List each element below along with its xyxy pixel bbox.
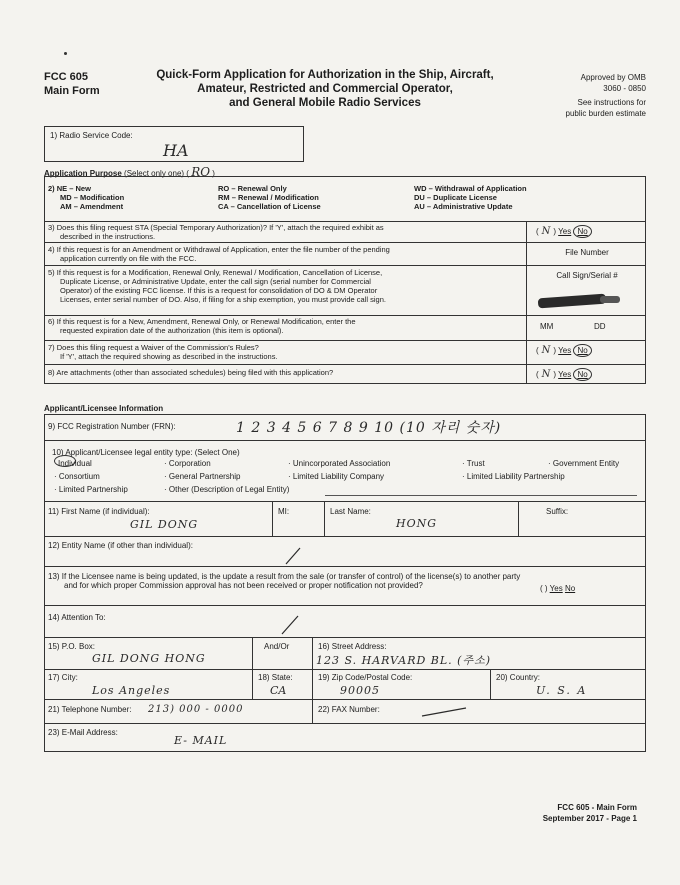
q6-expiration-question bbox=[48, 317, 518, 335]
form-number: FCC 605 bbox=[44, 71, 89, 83]
q13-answer[interactable] bbox=[540, 584, 575, 593]
entity-general-partnership-label: General Partnership bbox=[168, 472, 241, 481]
radio-service-code-value[interactable]: HA bbox=[163, 141, 189, 160]
form-title bbox=[120, 68, 530, 110]
q3-yes[interactable]: Yes bbox=[558, 227, 572, 236]
entity-consortium-label: Consortium bbox=[58, 472, 100, 481]
po-box-value[interactable]: GIL DONG HONG bbox=[92, 652, 206, 665]
entity-llp[interactable]: · Limited Liability Partnership bbox=[462, 472, 565, 481]
email-value[interactable]: E- MAIL bbox=[174, 734, 228, 747]
last-name-value[interactable]: HONG bbox=[396, 517, 438, 530]
omb-approval: Approved by OMB bbox=[580, 73, 646, 82]
telephone-label: 21) Telephone Number: bbox=[48, 705, 132, 714]
code-rm: RM – Renewal / Modification bbox=[218, 193, 319, 202]
q6-text-2: requested expiration date of the authorization (this item is optional). bbox=[60, 326, 284, 335]
frn-value[interactable]: 1 2 3 4 5 6 7 8 9 10 (10 자리 숫자) bbox=[236, 420, 502, 436]
entity-other[interactable]: · Other (Description of Legal Entity) bbox=[164, 485, 290, 494]
q7-no-circled[interactable]: No bbox=[573, 344, 591, 357]
form-id bbox=[44, 70, 100, 98]
q5-call-sign-question bbox=[48, 268, 522, 304]
q5-text-4: Licenses, enter serial number of DO. Also, if filing for a ship exemption, you must provide call sign. bbox=[60, 295, 386, 304]
entity-llc[interactable]: · Limited Liability Company bbox=[288, 472, 385, 481]
q13-text-2: and for which proper Commission approval has not been received or proper notification not provided? bbox=[64, 581, 423, 590]
first-name-value[interactable]: GIL DONG bbox=[130, 518, 199, 531]
q13-no[interactable]: No bbox=[564, 584, 576, 593]
entity-limited-partnership-label: Limited Partnership bbox=[58, 485, 128, 494]
burden-note: public burden estimate bbox=[565, 109, 646, 118]
country-label: 20) Country: bbox=[496, 673, 541, 682]
state-label: 18) State: bbox=[258, 673, 293, 682]
entity-government[interactable]: · Government Entity bbox=[548, 459, 620, 468]
q7-yes[interactable]: Yes bbox=[558, 346, 572, 355]
q8-no-circled[interactable]: No bbox=[573, 368, 591, 381]
q13-paren: ( ) bbox=[540, 584, 548, 593]
entity-corporation[interactable]: · Corporation bbox=[164, 459, 211, 468]
email-label: 23) E-Mail Address: bbox=[48, 728, 118, 737]
page-footer bbox=[500, 802, 637, 824]
q7-text-1: 7) Does this filing request a Waiver of the Commission's Rules? bbox=[48, 343, 259, 352]
q3-sta-question bbox=[48, 223, 518, 241]
fax-label: 22) FAX Number: bbox=[318, 705, 380, 714]
expiration-day-field[interactable]: DD bbox=[594, 322, 606, 331]
q8-attachments-question: 8) Are attachments (other than associated schedules) being filed with this application? bbox=[48, 368, 334, 377]
fax-slash-mark bbox=[420, 704, 470, 718]
code-du: DU – Duplicate License bbox=[414, 193, 497, 202]
purpose-value[interactable]: RO bbox=[191, 165, 211, 179]
attention-slash-mark bbox=[280, 614, 302, 636]
entity-unincorporated[interactable]: · Unincorporated Association bbox=[288, 459, 391, 468]
entity-corporation-label: Corporation bbox=[168, 459, 211, 468]
middle-initial-label[interactable]: MI: bbox=[278, 507, 290, 516]
scan-speck bbox=[64, 52, 67, 55]
purpose-codes-col3 bbox=[414, 184, 527, 211]
title-line-2: Amateur, Restricted and Commercial Operator, bbox=[197, 83, 453, 95]
entity-trust[interactable]: · Trust bbox=[462, 459, 485, 468]
q7-answer[interactable]: ( N ) Yes No bbox=[536, 345, 592, 356]
q5-text-3: Operator) of the existing FCC license. If this is a request for consolidation of DO & DM Operator bbox=[60, 286, 378, 295]
code-md: MD – Modification bbox=[60, 193, 125, 202]
title-line-1: Quick-Form Application for Authorization in the Ship, Aircraft, bbox=[156, 69, 494, 81]
attention-to-label: 14) Attention To: bbox=[48, 613, 106, 622]
code-am: AM – Amendment bbox=[60, 202, 124, 211]
omb-number: 3060 - 0850 bbox=[603, 84, 646, 93]
zip-code-label: 19) Zip Code/Postal Code: bbox=[318, 673, 413, 682]
state-value[interactable]: CA bbox=[270, 684, 287, 697]
code-wd: WD – Withdrawal of Application bbox=[414, 184, 527, 193]
entity-llc-label: Limited Liability Company bbox=[292, 472, 385, 481]
q4-text-2: application currently on file with the FCC. bbox=[60, 254, 197, 263]
q6-text-1: 6) If this request is for a New, Amendment, Renewal Only, or Renewal Modification, enter the bbox=[48, 317, 356, 326]
purpose-codes-col2 bbox=[218, 184, 321, 211]
zip-code-value[interactable]: 90005 bbox=[340, 684, 380, 697]
street-address-label: 16) Street Address: bbox=[318, 642, 387, 651]
and-or-label: And/Or bbox=[264, 642, 290, 651]
purpose-close: ) bbox=[212, 169, 215, 178]
radio-service-code-label: 1) Radio Service Code: bbox=[50, 131, 133, 140]
po-box-label: 15) P.O. Box: bbox=[48, 642, 95, 651]
telephone-value[interactable]: 213) 000 - 0000 bbox=[148, 704, 244, 715]
q3-answer[interactable]: ( N ) Yes No bbox=[536, 226, 592, 237]
purpose-heading-note: (Select only one) ( bbox=[124, 169, 189, 178]
first-name-label: 11) First Name (if individual): bbox=[48, 507, 150, 516]
entity-general-partnership[interactable]: · General Partnership bbox=[164, 472, 241, 481]
street-address-value[interactable]: 123 S. HARVARD BL. (주소) bbox=[316, 654, 492, 667]
code-ro: RO – Renewal Only bbox=[218, 184, 287, 193]
city-label: 17) City: bbox=[48, 673, 78, 682]
q3-text-1: 3) Does this filing request STA (Special Temporary Authorization)? If 'Y', attach the required exhibit as bbox=[48, 223, 384, 232]
q7-text-2: If 'Y', attach the required showing as described in the instructions. bbox=[60, 352, 278, 361]
entity-trust-label: Trust bbox=[466, 459, 485, 468]
redacted-call-sign-tail bbox=[600, 296, 620, 303]
other-description-line bbox=[325, 495, 637, 496]
entity-type-label: 10) Applicant/Licensee legal entity type: (Select One) bbox=[52, 448, 240, 457]
suffix-label[interactable]: Suffix: bbox=[546, 507, 569, 516]
country-value[interactable]: U. S. A bbox=[536, 684, 588, 697]
applicant-heading: Applicant/Licensee Information bbox=[44, 404, 164, 413]
q3-no-circled[interactable]: No bbox=[573, 225, 591, 238]
code-ca: CA – Cancellation of License bbox=[218, 202, 321, 211]
entity-name-slash-mark bbox=[284, 546, 304, 566]
entity-unincorporated-label: Unincorporated Association bbox=[292, 459, 391, 468]
q3-text-2: described in the instructions. bbox=[60, 232, 156, 241]
code-ne: 2) NE – New bbox=[48, 184, 91, 193]
purpose-codes-col1 bbox=[48, 184, 124, 211]
last-name-label: Last Name: bbox=[330, 507, 371, 516]
title-line-3: and General Mobile Radio Services bbox=[229, 97, 421, 109]
q7-mark: N bbox=[541, 345, 551, 356]
entity-government-label: Government Entity bbox=[552, 459, 620, 468]
q4-text-1: 4) If this request is for an Amendment or Withdrawal of Application, enter the file number of the pending bbox=[48, 245, 390, 254]
footer-page-number: September 2017 - Page 1 bbox=[542, 814, 637, 823]
q5-text-1: 5) If this request is for a Modification, Renewal Only, Renewal / Modification, Cancellation of License, bbox=[48, 268, 383, 277]
omb-notice bbox=[536, 72, 646, 119]
q7-waiver-question bbox=[48, 343, 518, 361]
q8-yes[interactable]: Yes bbox=[558, 370, 572, 379]
frn-label: 9) FCC Registration Number (FRN): bbox=[48, 422, 176, 431]
entity-limited-partnership[interactable]: · Limited Partnership bbox=[54, 485, 128, 494]
expiration-month-field[interactable]: MM bbox=[540, 322, 554, 331]
q4-file-number-question bbox=[48, 245, 518, 263]
instructions-note: See instructions for bbox=[577, 98, 646, 107]
q8-mark: N bbox=[541, 369, 551, 380]
file-number-field[interactable]: File Number bbox=[565, 248, 609, 257]
code-au: AU – Administrative Update bbox=[414, 202, 513, 211]
radio-service-code-field[interactable] bbox=[44, 126, 304, 162]
q13-text-1: 13) If the Licensee name is being updated, is the update a result from the sale (or transfer of control) of the license(s) to another party bbox=[48, 572, 521, 581]
q8-answer[interactable]: ( N ) Yes No bbox=[536, 369, 592, 380]
purpose-heading-text: Application Purpose bbox=[44, 169, 122, 178]
q5-text-2: Duplicate License, or Administrative Update, enter the call sign (serial number for Commercial bbox=[60, 277, 371, 286]
form-subtitle: Main Form bbox=[44, 85, 100, 97]
footer-form-name: FCC 605 - Main Form bbox=[557, 803, 637, 812]
call-sign-label: Call Sign/Serial # bbox=[556, 271, 618, 280]
q13-yes[interactable]: Yes bbox=[549, 584, 563, 593]
entity-other-label: Other (Description of Legal Entity) bbox=[168, 485, 290, 494]
q3-mark: N bbox=[541, 226, 551, 237]
entity-llp-label: Limited Liability Partnership bbox=[466, 472, 565, 481]
city-value[interactable]: Los Angeles bbox=[92, 684, 171, 697]
entity-name-label: 12) Entity Name (if other than individual): bbox=[48, 541, 193, 550]
entity-individual[interactable]: Individual bbox=[58, 459, 92, 468]
entity-consortium[interactable]: · Consortium bbox=[54, 472, 100, 481]
